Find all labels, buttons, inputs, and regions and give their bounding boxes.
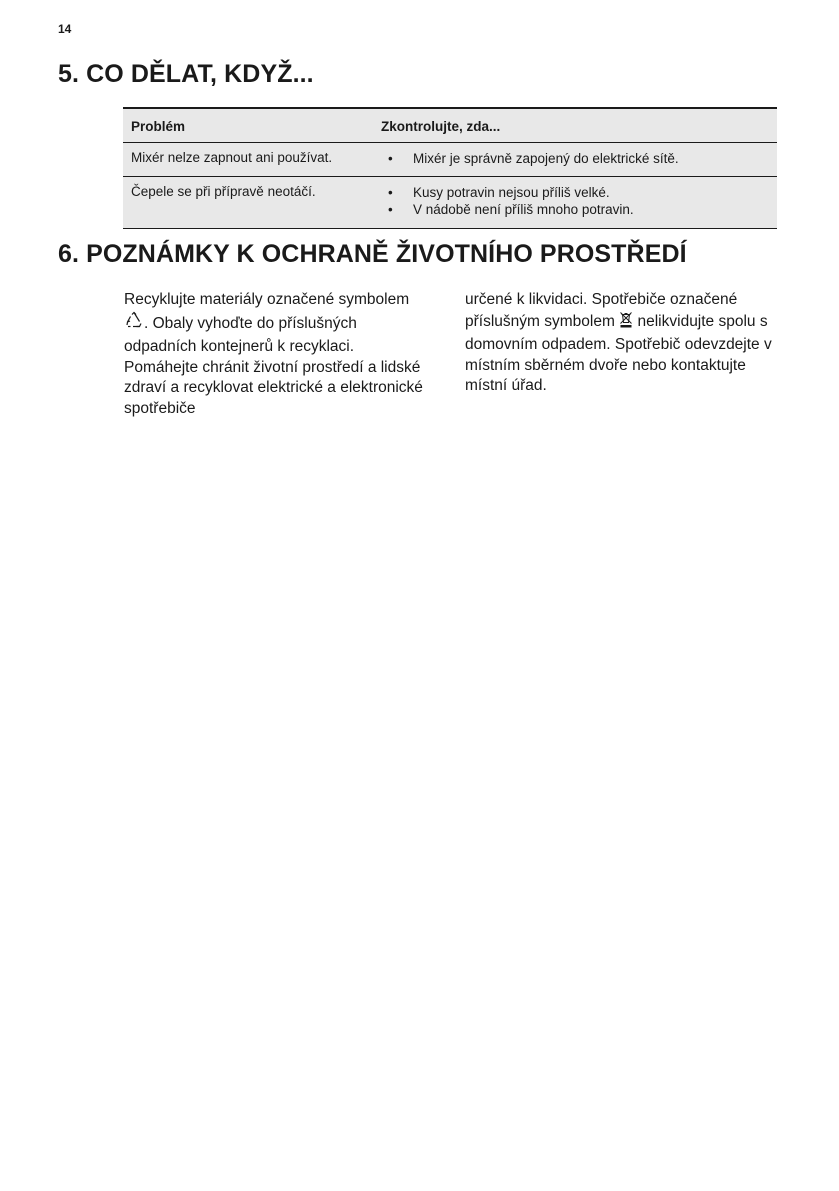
table-header-row — [123, 108, 777, 143]
troubleshooting-table — [123, 107, 777, 229]
recycle-icon — [124, 311, 144, 338]
column-header-check: Zkontrolujte, zda... — [381, 118, 501, 134]
environment-paragraph — [465, 290, 780, 397]
environment-text: . Obaly vyhoďte do příslušných odpadních kontejnerů k recyklaci. Pomáhejte chránit životní prostředí a lidské zdraví a recyklovat elektrické a elektronické spotřebiče — [124, 314, 423, 417]
bullet-icon: • — [388, 202, 393, 217]
check-list — [381, 150, 777, 167]
check-cell — [381, 177, 777, 229]
check-item — [381, 150, 777, 167]
check-list — [381, 184, 777, 218]
section-title-troubleshooting: 5. CO DĚLAT, KDYŽ... — [58, 60, 314, 88]
environment-paragraph — [124, 290, 424, 419]
check-item-text: Mixér je správně zapojený do elektrické sítě. — [413, 151, 679, 166]
table-row — [123, 143, 777, 177]
check-item — [381, 184, 777, 201]
table-row — [123, 177, 777, 229]
section-title-environment: 6. POZNÁMKY K OCHRANĚ ŽIVOTNÍHO PROSTŘEDÍ — [58, 240, 687, 268]
environment-text-left-column — [124, 290, 424, 419]
page-number: 14 — [58, 22, 72, 36]
problem-cell: Mixér nelze zapnout ani používat. — [131, 150, 333, 165]
environment-text: Recyklujte materiály označené symbolem — [124, 291, 410, 308]
column-header-problem: Problém — [131, 118, 186, 134]
environment-text-right-column — [465, 290, 780, 397]
problem-cell: Čepele se při přípravě neotáčí. — [131, 184, 316, 199]
environment-text: nelikvidujte spolu s domovním odpadem. Spotřebič odevzdejte v místním sběrném dvoře nebo kontaktujte místní úřad. — [465, 312, 772, 394]
bullet-icon: • — [388, 185, 393, 200]
environment-text: určené k likvidaci. Spotřebiče označené příslušným symbolem — [465, 291, 738, 330]
check-item-text: Kusy potravin nejsou příliš velké. — [413, 185, 610, 200]
check-item-text: V nádobě není příliš mnoho potravin. — [413, 202, 634, 217]
crossed-bin-icon — [619, 311, 633, 336]
bullet-icon: • — [388, 151, 393, 166]
check-item — [381, 201, 777, 218]
check-cell — [381, 143, 777, 177]
